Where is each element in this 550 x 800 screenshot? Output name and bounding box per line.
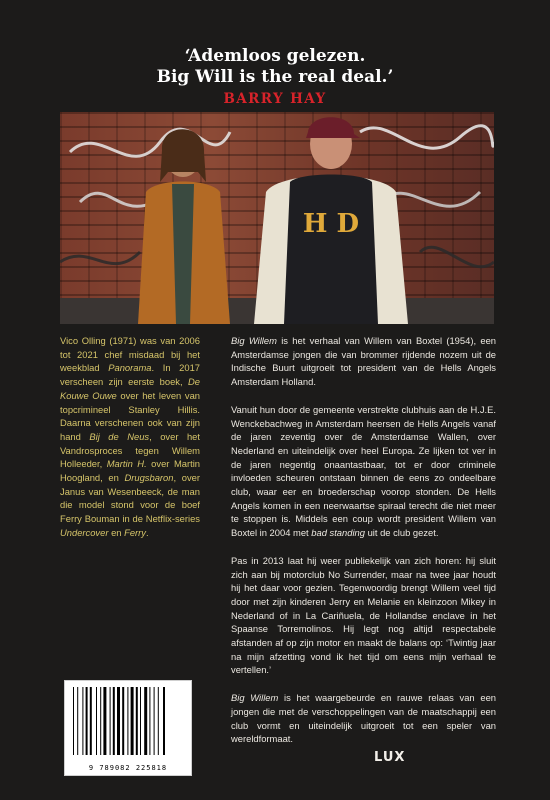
bio-text: . In 2017 verscheen zijn eerste boek, [60, 362, 200, 388]
barcode-stripe [113, 687, 115, 755]
barcode-stripe [73, 687, 74, 755]
author-photo [60, 112, 494, 324]
barcode-stripe [136, 687, 138, 755]
emphasis: bad standing [311, 527, 365, 539]
blurb [231, 334, 496, 746]
barcode-stripe [86, 687, 88, 755]
barcode-stripe [158, 687, 159, 755]
endorsement-quote [0, 46, 550, 110]
bio-title: Bij de Neus [89, 430, 150, 442]
person-left [138, 129, 230, 324]
bio-title: Martin H. [106, 458, 147, 470]
bio-title: Undercover [60, 526, 109, 538]
isbn-barcode [64, 680, 192, 776]
barcode-stripe [110, 687, 111, 755]
publisher-logo: LUX [374, 750, 406, 765]
barcode-stripe [149, 687, 150, 755]
barcode-stripe [77, 687, 78, 755]
bio-text: , over Janus van Wesenbeeck, de man die model stond voor de boef Ferry Bouman in de Netflix-series [60, 472, 200, 525]
book-title: Big Willem [231, 335, 277, 346]
bio-text: , over het Vandrosproces tegen Willem Holleeder, [60, 430, 200, 470]
barcode-bars [71, 687, 185, 757]
author-bio [60, 334, 200, 540]
bio-title: Drugsbaron [124, 472, 174, 484]
barcode-stripe [96, 687, 97, 755]
barcode-stripe [163, 687, 165, 755]
barcode-stripe [140, 687, 141, 755]
bio-title: De Kouwe Ouwe [60, 376, 200, 401]
barcode-stripe [103, 687, 106, 755]
bio-text: over Martin Hoogland, en [60, 458, 200, 484]
barcode-stripe [127, 687, 128, 755]
barcode-stripe [82, 687, 83, 755]
quote-author: BARRY HAY [223, 91, 327, 107]
photo-illustration [60, 112, 494, 324]
bio-text: over het leven van topcrimineel Stanley Hillis. Daarna verschenen ook van zijn hand [60, 389, 200, 442]
blurb-paragraph-2 [231, 403, 496, 540]
bio-title: Panorama [108, 362, 152, 374]
paragraph-text: Vanuit hun door de gemeente verstrekte clubhuis aan de H.J.E. Wenckebachweg in Amsterdam heersen de Hells Angels vanaf de jaren zeventig over de Amsterdamse Wallen, over Nederland en uiteindelijk over heel Europa. Ze lijken tot ver in de jaren negentig onaantastbaar, tot er door criminele invloeden scheuren ontstaan binnen de eens zo ondeelbare club, waar eer en broederschap voorop stonden. De Hells Angels komen in een neerwaartse spiraal terecht die niet meer te stoppen is. Middels een coup wordt president Willem van Boxtel in 2004 met [231, 403, 496, 539]
bio-text: en [108, 526, 125, 538]
barcode-stripe [90, 687, 92, 755]
barcode-stripe [154, 687, 155, 755]
bio-text: . [145, 526, 149, 538]
barcode-stripe [144, 687, 147, 755]
barcode-stripe [100, 687, 101, 755]
blurb-paragraph-1 [231, 334, 496, 389]
book-title: Big Willem [231, 692, 279, 704]
barcode-stripe [117, 687, 120, 755]
blurb-paragraph-3: Pas in 2013 laat hij weer publiekelijk van zich horen: hij sluit zich aan bij motorclub No Surrender, maar na twee jaar houdt hij het daar voor gezien. Tegenwoordig brengt Willem veel tijd door met zijn kinderen Jerry en Melanie en kleinzoon Mikey in Nederland of in La Cariñuela, de Hollandse enclave in het Spaanse Torremolinos. Hij legt nog altijd respectabele afstanden af op zijn motor en maakt de balans op: ‘Twintig jaar na mijn afzetting vond ik het tijd om eens mijn verhaal te vertellen.’ [231, 554, 496, 676]
barcode-stripe [122, 687, 124, 755]
person-right [254, 117, 408, 324]
quote-line-1: ‘Ademloos gelezen. [184, 46, 366, 66]
jacket-letters: H D [302, 209, 360, 239]
barcode-stripe [131, 687, 134, 755]
paragraph-text: uit de club gezet. [364, 527, 439, 539]
paragraph-text: is het verhaal van Willem van Boxtel (1954), een Amsterdamse jongen die van brommer rijdende nozem uit de Indische Buurt uitgroeit tot president van de Hells Angels Amsterdam Holland. [231, 335, 496, 388]
paragraph-text: is het waargebeurde en rauwe relaas van een jongen die met de verschoppelingen van de maatschappij een club vormt en uiteindelijk uitgroeit tot een speler van wereldformaat. [231, 692, 496, 745]
isbn-digits: 9 789082 225818 [88, 764, 168, 772]
blurb-paragraph-4 [231, 691, 496, 746]
quote-line-2: Big Will is the real deal.’ [156, 67, 394, 87]
bio-text: Vico Olling (1971) was van 2006 tot 2021 chef misdaad bij het weekblad [60, 335, 200, 374]
bio-title: Ferry [124, 526, 146, 538]
